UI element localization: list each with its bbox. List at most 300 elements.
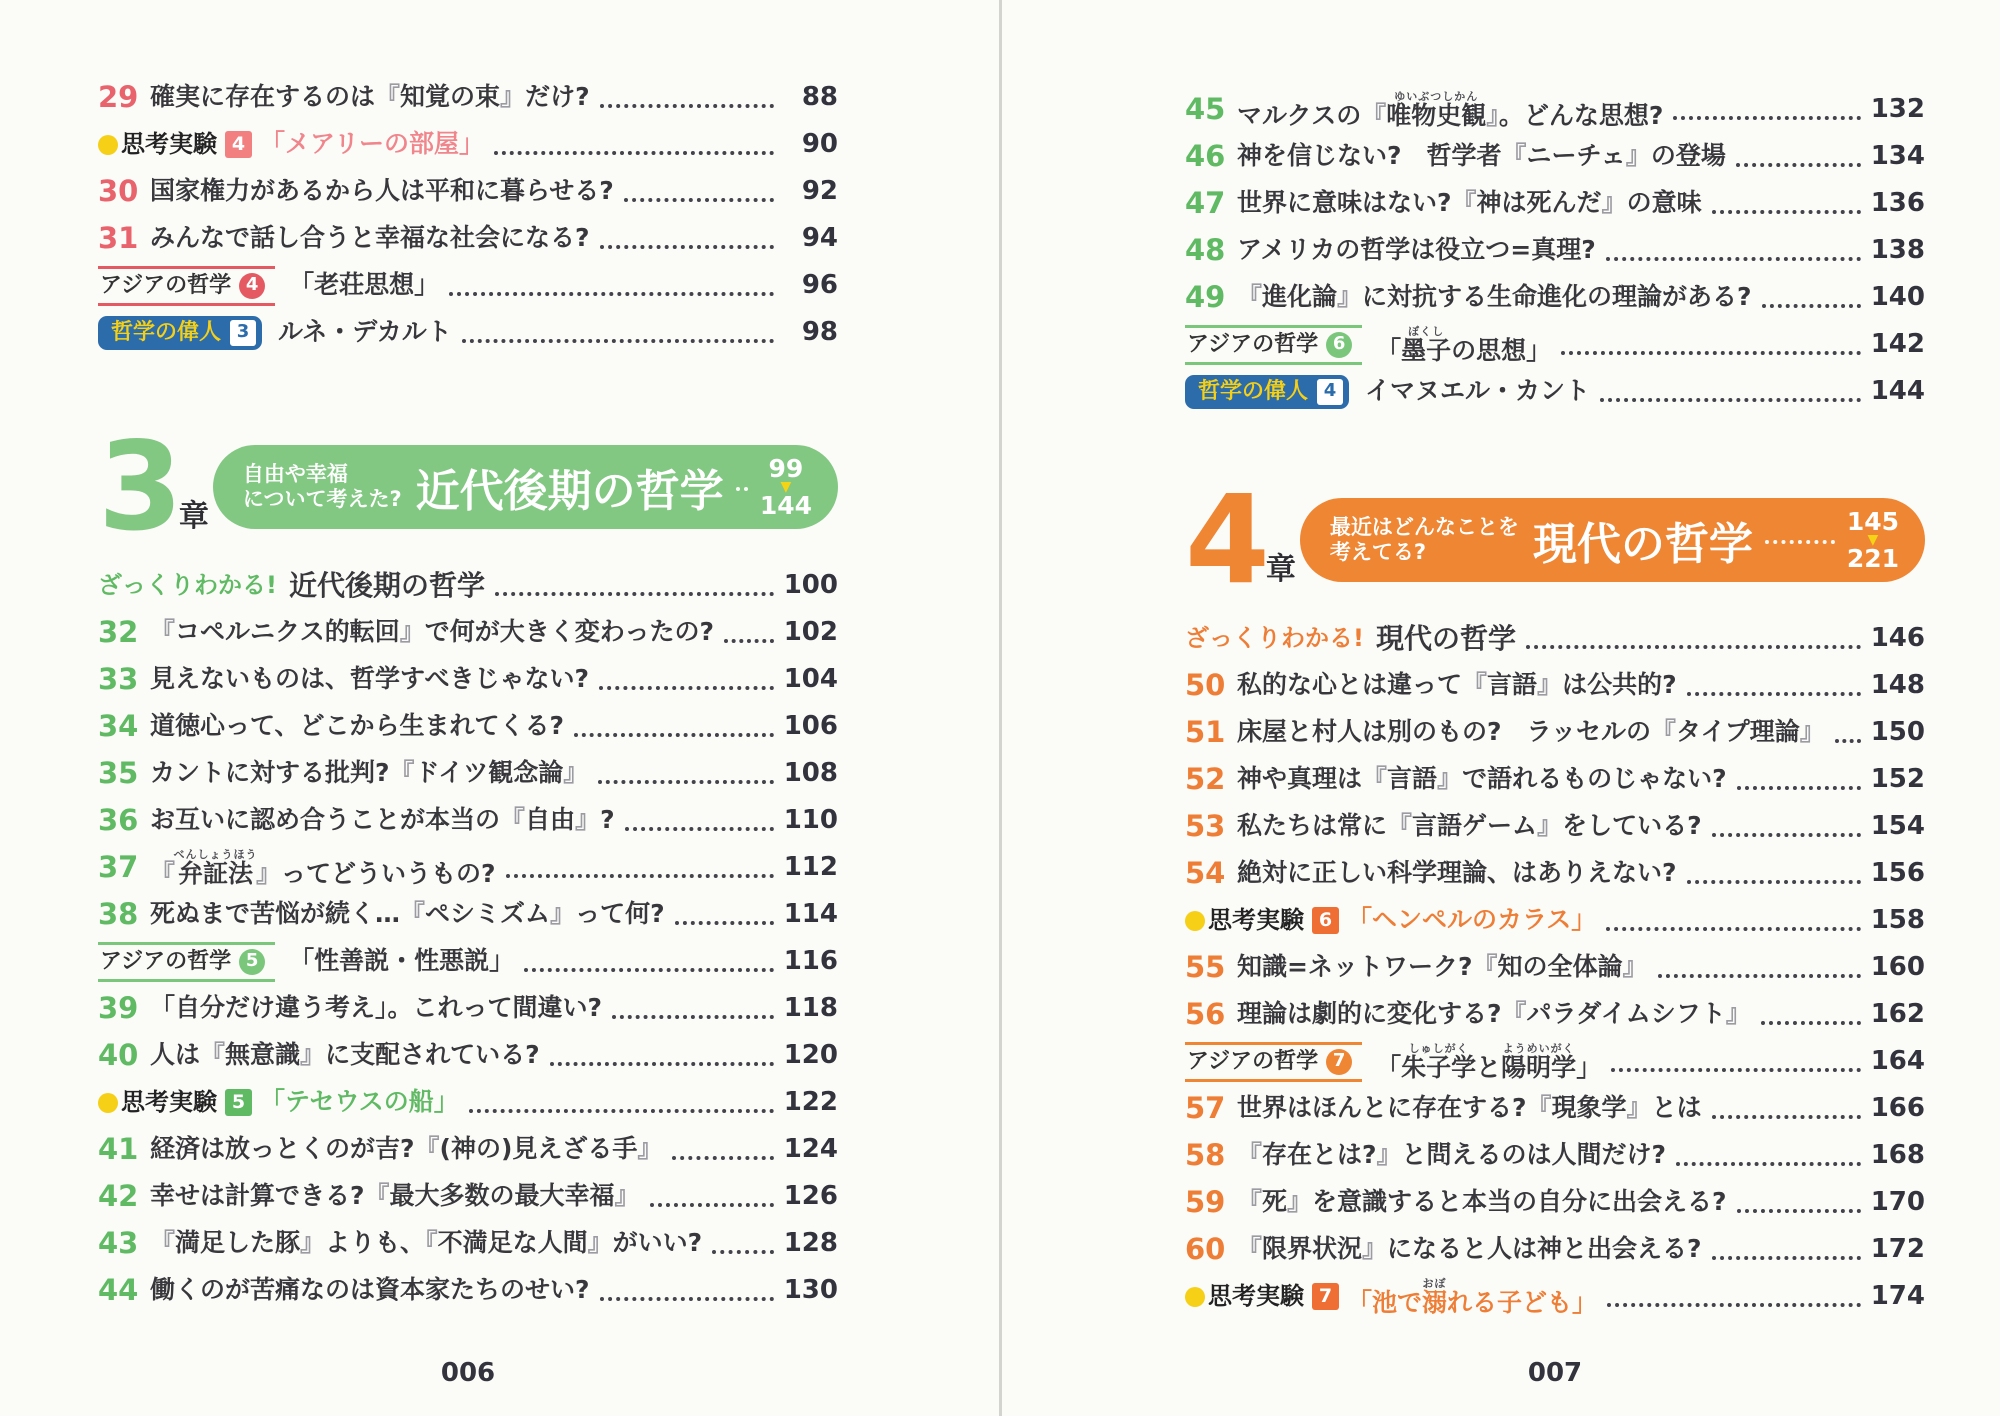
quote-mark: 』	[550, 899, 576, 929]
dot-leader	[712, 1250, 774, 1254]
entry-title: 絶対に正しい科学理論、はありえない?	[1237, 858, 1677, 888]
chapter-number-digit: 4	[1185, 468, 1266, 611]
toc-row	[98, 74, 838, 121]
toc-row	[98, 797, 838, 844]
asia-number-badge: 6	[1326, 332, 1352, 358]
dot-leader	[574, 733, 774, 737]
entry-page-number: 154	[1870, 810, 1925, 841]
quote-mark: 』	[614, 1181, 640, 1211]
quote-mark: 』	[1537, 811, 1563, 841]
toc-row	[98, 703, 838, 750]
dot-leader	[1687, 692, 1861, 696]
philosopher-badge	[1185, 375, 1349, 409]
dot-leader	[1673, 116, 1861, 120]
entry-page-number: 120	[783, 1039, 838, 1070]
dot-leader	[449, 292, 774, 296]
toc-row	[1185, 850, 1925, 897]
quote-mark: 『	[1362, 764, 1388, 794]
entry-title: 死ぬまで苦悩が続く…『ペシミズム』って何?	[150, 899, 665, 929]
entry-page-number: 140	[1870, 281, 1925, 312]
toc-row	[1185, 227, 1925, 274]
quote-mark: 『	[414, 1134, 440, 1164]
chapter-number	[98, 415, 209, 558]
toc-row	[98, 1079, 838, 1126]
quote-mark: 『	[1237, 1140, 1263, 1170]
entry-page-number: 96	[801, 269, 838, 300]
chapter-page-range	[759, 453, 812, 521]
quote-mark: 』	[1362, 1234, 1388, 1264]
toc-row	[98, 121, 838, 168]
asia-number-badge: 7	[1326, 1049, 1352, 1075]
dot-leader	[1611, 1068, 1861, 1072]
toc-row	[1185, 1273, 1925, 1320]
entry-number: 35	[98, 756, 139, 791]
quote-mark: 『	[364, 1181, 390, 1211]
entry-page-number: 112	[783, 851, 838, 882]
left-toc-list	[98, 74, 838, 1314]
entry-page-number: 98	[801, 316, 838, 347]
asia-philosophy-badge	[98, 266, 275, 306]
entry-page-number: 122	[783, 1086, 838, 1117]
entry-number: 39	[98, 991, 139, 1026]
entry-number: 30	[98, 174, 139, 209]
entry-page-number: 164	[1870, 1045, 1925, 1076]
entry-page-number: 144	[1870, 375, 1925, 406]
quote-mark: 『	[425, 1228, 438, 1258]
entry-page-number: 88	[801, 81, 838, 112]
entry-page-number: 110	[783, 804, 838, 835]
quote-mark: 『	[1237, 1187, 1263, 1217]
philosopher-number-badge: 4	[1317, 379, 1343, 405]
entry-number: 37	[98, 850, 139, 885]
entry-page-number: 134	[1870, 140, 1925, 171]
toc-row	[98, 609, 838, 656]
entry-page-number: 94	[801, 222, 838, 253]
quote-mark: 』	[1725, 999, 1751, 1029]
dot-leader	[462, 339, 774, 343]
quote-mark: 『	[375, 82, 401, 112]
entry-title: 『限界状況』になると人は神と出会える?	[1237, 1234, 1702, 1264]
toc-row	[1185, 615, 1925, 662]
toc-row	[98, 1173, 838, 1220]
chapter-number-digit: 3	[98, 415, 179, 558]
chapter-title: 近代後期の哲学	[415, 466, 724, 517]
entry-page-number: 166	[1870, 1092, 1925, 1123]
quote-mark: 『	[1237, 1234, 1263, 1264]
dot-leader	[1762, 304, 1861, 308]
right-toc-list	[1185, 86, 1925, 1320]
toc-row	[98, 168, 838, 215]
entry-number: 51	[1185, 715, 1226, 750]
entry-title: 現代の哲学	[1375, 621, 1516, 655]
quote-mark: 』	[1626, 1093, 1652, 1123]
dot-leader	[1606, 927, 1861, 931]
quote-mark: 』	[1799, 717, 1825, 747]
quote-mark: 『	[400, 899, 426, 929]
toc-row	[1185, 368, 1925, 415]
chapter-title: 現代の哲学	[1532, 519, 1753, 570]
dot-leader	[1835, 739, 1861, 743]
dot-leader	[1712, 833, 1861, 837]
entry-title: 経済は放っとくのが吉?『(神の)見えざる手』	[150, 1134, 663, 1164]
philosopher-badge-label: 哲学の偉人	[1198, 378, 1309, 404]
entry-title: 『弁証法べんしょうほう』ってどういうもの?	[150, 847, 496, 888]
entry-page-number: 146	[1870, 622, 1925, 653]
chapter-number	[1185, 468, 1296, 611]
chapter-banner	[1300, 498, 1925, 582]
quote-mark: 『	[1472, 952, 1498, 982]
entry-title: 幸せは計算できる?『最大多数の最大幸福』	[150, 1181, 640, 1211]
toc-row	[98, 985, 838, 1032]
philosopher-badge-label: 哲学の偉人	[111, 319, 222, 345]
entry-page-number: 170	[1870, 1186, 1925, 1217]
entry-title: マルクスの『唯物史観ゆいぶつしかん』。どんな思想?	[1237, 89, 1664, 130]
entry-title: 世界に意味はない?『神は死んだ』の意味	[1237, 188, 1702, 218]
toc-row	[98, 891, 838, 938]
quote-mark: 『	[150, 1228, 176, 1258]
entry-page-number: 108	[783, 757, 838, 788]
quote-mark: 『	[1501, 141, 1527, 171]
experiment-number-badge: 6	[1312, 907, 1339, 934]
entry-title: 人は『無意識』に支配されている?	[150, 1040, 540, 1070]
dot-leader	[506, 874, 774, 878]
quote-mark: 』	[1486, 100, 1499, 130]
toc-row	[1185, 180, 1925, 227]
entry-number: 57	[1185, 1091, 1226, 1126]
toc-row	[98, 938, 838, 985]
dot-leader	[672, 1156, 774, 1160]
chapter-intro: 最近はどんなことを 考えてる?	[1329, 515, 1519, 564]
asia-philosophy-badge	[1185, 1042, 1362, 1082]
dot-leader	[1761, 1021, 1861, 1025]
dot-leader	[1606, 257, 1861, 261]
dot-leader	[1687, 880, 1861, 884]
entry-number: 50	[1185, 668, 1226, 703]
dot-leader	[650, 1203, 774, 1207]
entry-title: 理論は劇的に変化する?『パラダイムシフト』	[1237, 999, 1751, 1029]
quote-mark: 』	[399, 617, 425, 647]
left-page	[0, 0, 999, 1416]
entry-title: みんなで話し合うと幸福な社会になる?	[150, 223, 590, 253]
experiment-number-badge: 4	[225, 131, 252, 158]
entry-title: 神を信じない? 哲学者『ニーチェ』の登場	[1237, 141, 1726, 171]
entry-page-number: 126	[783, 1180, 838, 1211]
toc-row	[1185, 274, 1925, 321]
entry-page-number: 118	[783, 992, 838, 1023]
toc-row	[98, 1126, 838, 1173]
entry-page-number: 156	[1870, 857, 1925, 888]
dot-leader	[1607, 1303, 1861, 1307]
entry-page-number: 136	[1870, 187, 1925, 218]
dot-leader	[1765, 540, 1835, 544]
entry-number: 46	[1185, 139, 1226, 174]
entry-title: 『死』を意識すると本当の自分に出会える?	[1237, 1187, 1727, 1217]
toc-row	[1185, 321, 1925, 368]
philosopher-badge	[98, 316, 262, 350]
toc-row	[98, 1032, 838, 1079]
dot-leader	[736, 487, 748, 491]
entry-title: 『満足した豚』よりも、『不満足な人間』がいい?	[150, 1228, 703, 1258]
entry-title: イマヌエル・カント	[1365, 376, 1591, 406]
entry-page-number: 158	[1870, 904, 1925, 935]
entry-title: お互いに認め合うことが本当の『自由』?	[150, 805, 615, 835]
chapter-heading	[98, 415, 838, 558]
down-triangle-icon: ▼	[780, 478, 792, 495]
quote-mark: 『	[200, 1040, 226, 1070]
quote-mark: 『	[150, 858, 176, 888]
entry-number: 59	[1185, 1185, 1226, 1220]
quote-mark: 』	[1601, 188, 1627, 218]
entry-title: 私的な心とは違って『言語』は公共的?	[1237, 670, 1677, 700]
entry-page-number: 114	[783, 898, 838, 929]
entry-number: 56	[1185, 997, 1226, 1032]
range-start-page: 99	[768, 453, 804, 483]
entry-title: 「メアリーの部屋」	[260, 129, 485, 159]
quote-mark: 』	[300, 1228, 326, 1258]
quote-mark: 』	[1625, 141, 1651, 171]
experiment-label: 思考実験	[1208, 905, 1304, 934]
entry-number: 33	[98, 662, 139, 697]
quote-mark: 『	[389, 758, 415, 788]
quote-mark: 『	[1451, 188, 1477, 218]
entry-title: 『存在とは?』と問えるのは人間だけ?	[1237, 1140, 1667, 1170]
experiment-number-badge: 7	[1312, 1283, 1339, 1310]
dot-leader	[724, 639, 774, 643]
entry-number: 32	[98, 615, 139, 650]
summary-label: ざっくりわかる!	[1185, 623, 1364, 652]
asia-philosophy-badge	[98, 942, 275, 982]
entry-number: 60	[1185, 1232, 1226, 1267]
quote-mark: 『	[150, 617, 176, 647]
chapter-page-range	[1846, 506, 1899, 574]
experiment-label: 思考実験	[1208, 1281, 1304, 1310]
entry-title: 神や真理は『言語』で語れるものじゃない?	[1237, 764, 1727, 794]
toc-row	[98, 562, 838, 609]
dot-leader	[625, 827, 774, 831]
quote-mark: 』	[587, 1228, 613, 1258]
entry-title: 確実に存在するのは『知覚の束』だけ?	[150, 82, 590, 112]
toc-row	[98, 215, 838, 262]
entry-page-number: 162	[1870, 998, 1925, 1029]
entry-number: 43	[98, 1226, 139, 1261]
toc-row	[1185, 803, 1925, 850]
quote-mark: 』	[500, 82, 526, 112]
toc-row	[1185, 133, 1925, 180]
dot-leader	[1658, 974, 1862, 978]
entry-page-number: 138	[1870, 234, 1925, 265]
asia-philosophy-label: アジアの哲学	[100, 948, 232, 974]
entry-number: 48	[1185, 233, 1226, 268]
toc-row	[1185, 1226, 1925, 1273]
entry-title: 近代後期の哲学	[288, 568, 485, 602]
entry-number: 44	[98, 1273, 139, 1308]
toc-row	[98, 750, 838, 797]
toc-row	[1185, 756, 1925, 803]
quote-mark: 』	[637, 1134, 663, 1164]
dot-leader	[1736, 163, 1861, 167]
dot-leader	[600, 104, 774, 108]
quote-mark: 』	[1337, 282, 1363, 312]
entry-number: 45	[1185, 92, 1226, 127]
dot-leader	[1712, 1256, 1861, 1260]
dot-leader	[624, 198, 774, 202]
asia-philosophy-badge	[1185, 325, 1362, 365]
entry-number: 38	[98, 897, 139, 932]
range-end-page: 221	[1846, 544, 1899, 574]
quote-mark: 』	[1287, 1187, 1313, 1217]
entry-title: 道徳心って、どこから生まれてくる?	[150, 711, 565, 741]
entry-number: 47	[1185, 186, 1226, 221]
bullet-circle-icon	[98, 1093, 118, 1113]
quote-mark: 『	[1462, 670, 1488, 700]
experiment-label: 思考実験	[121, 129, 217, 158]
dot-leader	[524, 968, 774, 972]
right-page	[1001, 0, 2000, 1416]
entry-page-number: 132	[1870, 93, 1925, 124]
dot-leader	[1526, 645, 1861, 649]
quote-mark: 』	[1376, 1140, 1402, 1170]
dot-leader	[494, 151, 774, 155]
quote-mark: 』	[1537, 670, 1563, 700]
quote-mark: 』	[575, 805, 601, 835]
entry-page-number: 116	[783, 945, 838, 976]
experiment-number-badge: 5	[225, 1089, 252, 1116]
entry-page-number: 100	[783, 569, 838, 600]
entry-title: 床屋と村人は別のもの? ラッセルの『タイプ理論』	[1237, 717, 1825, 747]
entry-number: 41	[98, 1132, 139, 1167]
chapter-heading	[1185, 468, 1925, 611]
entry-title: 「性善説・性悪説」	[289, 946, 515, 976]
entry-number: 58	[1185, 1138, 1226, 1173]
entry-number: 40	[98, 1038, 139, 1073]
quote-mark: 『	[1651, 717, 1677, 747]
entry-page-number: 172	[1870, 1233, 1925, 1264]
dot-leader	[1737, 1209, 1861, 1213]
toc-row	[1185, 1038, 1925, 1085]
entry-title: カントに対する批判?『ドイツ観念論』	[150, 758, 589, 788]
dot-leader	[1712, 210, 1861, 214]
entry-number: 53	[1185, 809, 1226, 844]
entry-page-number: 130	[783, 1274, 838, 1305]
dot-leader	[1712, 1115, 1861, 1119]
chapter-suffix: 章	[1265, 552, 1296, 588]
dot-leader	[495, 592, 774, 596]
dot-leader	[675, 921, 774, 925]
toc-row	[98, 1267, 838, 1314]
entry-page-number: 148	[1870, 669, 1925, 700]
toc-row	[1185, 86, 1925, 133]
summary-label: ざっくりわかる!	[98, 570, 277, 599]
toc-row	[1185, 897, 1925, 944]
entry-title: 世界はほんとに存在する?『現象学』とは	[1237, 1093, 1702, 1123]
bullet-circle-icon	[98, 135, 118, 155]
entry-title: 見えないものは、哲学すべきじゃない?	[150, 664, 590, 694]
quote-mark: 』	[256, 858, 282, 888]
toc-row	[1185, 991, 1925, 1038]
toc-row	[98, 656, 838, 703]
chapter-intro: 自由や幸福 について考えた?	[242, 462, 402, 511]
toc-row	[1185, 662, 1925, 709]
quote-mark: 『	[1361, 100, 1387, 130]
entry-title: 『進化論』に対抗する生命進化の理論がある?	[1237, 282, 1752, 312]
toc-row	[98, 1220, 838, 1267]
quote-mark: 』	[1622, 952, 1648, 982]
quote-mark: 』	[300, 1040, 326, 1070]
toc-row	[98, 262, 838, 309]
quote-mark: 』	[563, 758, 589, 788]
entry-title: 「自分だけ違う考え」。これって間違い?	[150, 993, 603, 1023]
entry-title: アメリカの哲学は役立つ=真理?	[1237, 235, 1596, 265]
toc-row	[1185, 1179, 1925, 1226]
toc-row	[1185, 1132, 1925, 1179]
entry-title: 『コペルニクス的転回』で何が大きく変わったの?	[150, 617, 715, 647]
quote-mark: 』	[1437, 764, 1463, 794]
entry-page-number: 168	[1870, 1139, 1925, 1170]
entry-number: 29	[98, 80, 139, 115]
entry-page-number: 104	[783, 663, 838, 694]
entry-title: 働くのが苦痛なのは資本家たちのせい?	[150, 1275, 590, 1305]
philosopher-number-badge: 3	[230, 320, 256, 346]
quote-mark: 『	[1501, 999, 1527, 1029]
dot-leader	[1676, 1162, 1861, 1166]
entry-title: 国家権力があるから人は平和に暮らせる?	[150, 176, 614, 206]
entry-number: 52	[1185, 762, 1226, 797]
entry-number: 54	[1185, 856, 1226, 891]
dot-leader	[1600, 398, 1861, 402]
dot-leader	[599, 686, 774, 690]
entry-title: 「朱子学しゅしがくと陽明学ようめいがく」	[1376, 1041, 1602, 1082]
quote-mark: 『	[500, 805, 526, 835]
entry-page-number: 92	[801, 175, 838, 206]
asia-number-badge: 4	[239, 273, 265, 299]
entry-title: 「テセウスの船」	[260, 1087, 459, 1117]
entry-page-number: 102	[783, 616, 838, 647]
quote-mark: 『	[1387, 811, 1413, 841]
dot-leader	[600, 1297, 774, 1301]
entry-number: 49	[1185, 280, 1226, 315]
toc-row	[1185, 944, 1925, 991]
dot-leader	[550, 1062, 774, 1066]
chapter-banner	[213, 445, 838, 529]
asia-number-badge: 5	[239, 949, 265, 975]
asia-philosophy-label: アジアの哲学	[1187, 331, 1319, 357]
entry-page-number: 124	[783, 1133, 838, 1164]
entry-page-number: 174	[1870, 1280, 1925, 1311]
page-number-right: 007	[1527, 1358, 1583, 1388]
entry-number: 36	[98, 803, 139, 838]
range-end-page: 144	[759, 491, 812, 521]
experiment-label: 思考実験	[121, 1087, 217, 1116]
entry-page-number: 106	[783, 710, 838, 741]
dot-leader	[598, 780, 774, 784]
down-triangle-icon: ▼	[1867, 531, 1879, 548]
bullet-circle-icon	[1185, 1287, 1205, 1307]
entry-title: 「老荘思想」	[289, 270, 440, 300]
entry-page-number: 142	[1870, 328, 1925, 359]
asia-philosophy-label: アジアの哲学	[100, 272, 232, 298]
bullet-circle-icon	[1185, 911, 1205, 931]
dot-leader	[469, 1109, 774, 1113]
entry-page-number: 90	[801, 128, 838, 159]
toc-row	[1185, 1085, 1925, 1132]
dot-leader	[612, 1015, 774, 1019]
asia-philosophy-label: アジアの哲学	[1187, 1048, 1319, 1074]
toc-row	[98, 844, 838, 891]
entry-number: 42	[98, 1179, 139, 1214]
dot-leader	[600, 245, 774, 249]
entry-number: 34	[98, 709, 139, 744]
entry-title: 「ヘンペルのカラス」	[1347, 905, 1597, 935]
